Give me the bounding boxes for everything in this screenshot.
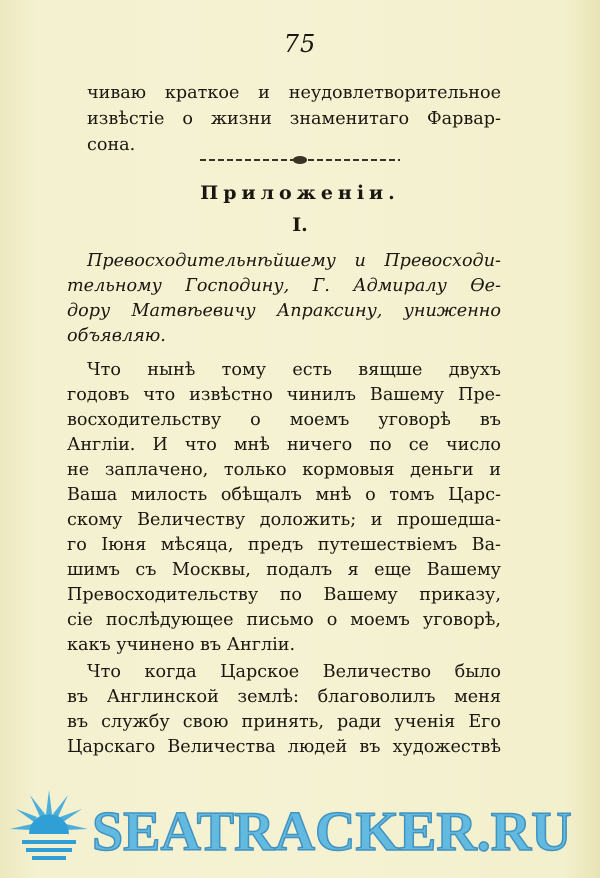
intro-line: извѣстіе о жизни знаменитаго Фарвар- [87, 109, 501, 129]
sun-rays-icon [6, 786, 92, 872]
intro-line: сона. [87, 135, 136, 155]
address-line: дору Матвѣевичу Апраксину, униженно [67, 301, 501, 321]
body-line: Англіи. И что мнѣ ничего по се число [67, 435, 501, 455]
body-line: восходительству о моемъ уговорѣ въ [67, 410, 501, 430]
body-line: не заплачено, только кормовыя деньги и [67, 460, 501, 480]
watermark-text: SEATRACKER.RU [92, 801, 572, 863]
page-number: 75 [283, 30, 317, 58]
body-line: въ Англинской землѣ: благоволилъ меня [67, 687, 501, 707]
body-line: го Іюня мѣсяца, предъ путешествіемъ Ва- [67, 535, 501, 555]
section-heading: Приложеніи. [200, 182, 400, 204]
address-line: объявляю. [67, 326, 166, 346]
body-line: Царскаго Величества людей въ художествѣ [67, 737, 501, 757]
body-line: какъ учинено въ Англіи. [67, 635, 296, 655]
body-line: годовъ что извѣстно чинилъ Вашему Пре- [67, 385, 501, 405]
body-line: Превосходительству по Вашему приказу, [67, 585, 501, 605]
body-line: Что нынѣ тому есть вящше двухъ [87, 360, 501, 380]
address-line: тельному Господину, Г. Адмиралу Ѳе- [67, 276, 501, 296]
body-line: Ваша милость обѣщалъ мнѣ о томъ Царс- [67, 485, 501, 505]
body-line: въ службу свою принять, ради ученія Его [67, 712, 501, 732]
body-line: Что когда Царское Величество было [87, 662, 501, 682]
body-line: сіе послѣдующее письмо о моемъ уговорѣ, [67, 610, 501, 630]
address-line: Превосходительнѣйшему и Превосходи- [87, 251, 501, 271]
intro-line: чиваю краткое и неудовлетворительное [87, 83, 501, 103]
body-line: скому Величеству доложить; и прошедша- [67, 510, 501, 530]
section-number: I. [292, 214, 308, 236]
divider-ornament [200, 154, 400, 166]
body-line: шимъ съ Москвы, подалъ я еще Вашему [67, 560, 501, 580]
watermark [0, 776, 600, 878]
